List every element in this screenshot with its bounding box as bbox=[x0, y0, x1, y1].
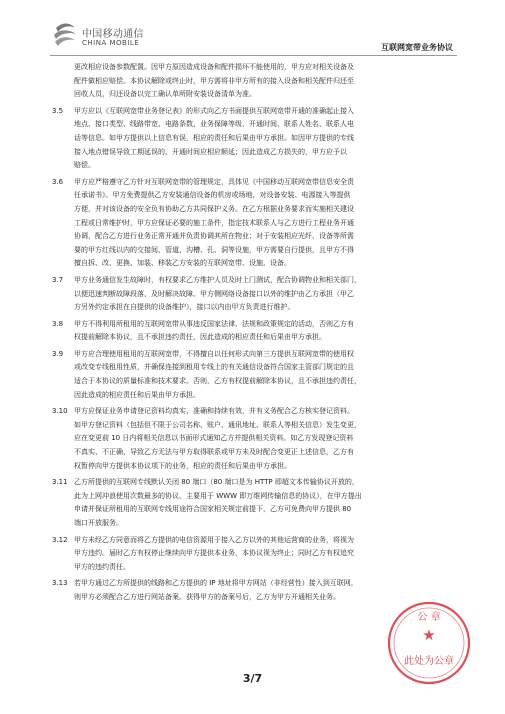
clause-line bbox=[52, 503, 460, 517]
clause-text: 乙方所提供的互联网专线默认关闭 80 端口（80 端口是为 HTTP 即超文本传输协议开放的， bbox=[74, 478, 359, 487]
logo-cn-text: 中国移动通信 bbox=[82, 29, 144, 40]
clause-line bbox=[52, 132, 460, 146]
clause-line bbox=[52, 203, 460, 217]
page-number: 3/7 bbox=[242, 672, 263, 685]
clause-line bbox=[52, 517, 460, 531]
clause-text: 适合于本协议的质量标准和技术要求。否则，乙方有权提前解除本协议，且不承担违约责任， bbox=[74, 377, 361, 386]
clause-text: 协调，配合乙方进行业务正常开通并负责协调其所在物业；对于安装相应光纤、设备等所需 bbox=[74, 232, 354, 241]
clause-text: 更改相应设备参数配置。因甲方原因造成设备和配件损坏不能使用的，甲方应对相关设备及 bbox=[74, 63, 354, 71]
clause-line bbox=[52, 288, 460, 302]
clause-line bbox=[52, 389, 460, 403]
clause-text: 工程或日常维护时，甲方应保证必要的施工条件，指定技术联系人与乙方进行工程业务开通 bbox=[74, 218, 354, 227]
clause-line bbox=[52, 217, 460, 231]
clause-text: 或改变专线租用性质，并确保连接到租用专线上的有关通信设备符合国家主管部门规定的且 bbox=[74, 363, 354, 372]
clause-text: 任承诺书》。甲方免费提供乙方安装通信设备的机房或场地，对设备安装、电源接入等提供 bbox=[74, 191, 351, 200]
clause-text: 此为上网冲浪使用次数最多的协议，主要用于 WWW 即万维网传输信息的协议），在甲方提出 bbox=[74, 491, 362, 500]
clause-line bbox=[52, 75, 460, 89]
clause-3-7 bbox=[52, 274, 460, 315]
china-mobile-emblem-icon bbox=[50, 20, 80, 50]
document-title: 互联网宽带业务协议 bbox=[381, 43, 453, 52]
clause-line bbox=[52, 361, 460, 375]
clause-line bbox=[52, 189, 460, 203]
clause-text: 配件做相应赔偿。本协议解除或终止时，甲方需将非甲方所有的接入设备和相关配件归还至 bbox=[74, 76, 354, 85]
seal-bottom-text: 此处为公章 bbox=[404, 656, 454, 667]
clause-text: 甲方应合理使用租用的互联网宽带，不得擅自以任何形式向第三方提供互联网宽带的使用权 bbox=[74, 349, 354, 358]
china-mobile-logo bbox=[50, 20, 170, 54]
clause-3-8 bbox=[52, 318, 460, 345]
clause-3-11 bbox=[52, 476, 460, 530]
clause-line bbox=[52, 405, 460, 419]
clause-number: 3.10 bbox=[52, 407, 68, 416]
seal-star-icon: ★ bbox=[422, 626, 436, 644]
clause-line bbox=[52, 561, 460, 575]
clause-continuation bbox=[52, 61, 460, 102]
clause-number: 3.5 bbox=[52, 106, 64, 115]
logo-en-text: CHINA MOBILE bbox=[82, 39, 140, 47]
clause-number: 3.9 bbox=[52, 349, 64, 358]
clause-number: 3.12 bbox=[52, 535, 68, 544]
clause-text: 以便迅速判断故障段落，及时解决故障。甲方侧网络设备接口以外的维护由乙方承担（甲乙 bbox=[74, 289, 354, 298]
clause-line bbox=[52, 476, 460, 490]
clause-line bbox=[52, 61, 460, 75]
clause-3-12 bbox=[52, 534, 460, 575]
clause-text: 则甲方必须配合乙方进行网站备案。获得甲方的备案号后，乙方为甲方开通相关业务。 bbox=[74, 592, 340, 601]
clause-text: 权暂停向甲方提供本协议项下的业务，相应的责任和后果由甲方承担。 bbox=[74, 461, 291, 470]
clause-line bbox=[52, 460, 460, 474]
clause-line bbox=[52, 88, 460, 102]
clause-line bbox=[52, 432, 460, 446]
clause-text: 方另外约定承担在自提供的设备维护），接口以内由甲方负责进行维护。 bbox=[74, 303, 295, 312]
clause-text: 甲方未经乙方同意而将乙方提供的电信资源用于接入乙方以外的其他运营商的业务，将视为 bbox=[74, 535, 354, 544]
clause-text: 回收人员，归还设备以完工确认单所附安装设备清单为准。 bbox=[74, 90, 256, 99]
clause-line bbox=[52, 244, 460, 258]
document-body bbox=[52, 61, 460, 608]
clause-text: 话等信息。如甲方提供以上信息有误，相应的责任和后果由甲方承担。如因甲方提供的专线 bbox=[74, 133, 354, 142]
clause-line bbox=[52, 547, 460, 561]
clause-text: 甲方应严格遵守乙方针对互联网宽带的管理规定，具体见《中国移动互联网宽带信息安全责 bbox=[74, 177, 354, 186]
clause-text: 要的甲方红线以内的交接间、管道、沟槽、孔、洞等设施，甲方需要自行提供，且甲方不得 bbox=[74, 245, 354, 254]
clause-line bbox=[52, 490, 460, 504]
clause-line bbox=[52, 318, 460, 332]
clause-number: 3.13 bbox=[52, 579, 68, 588]
clause-line bbox=[52, 274, 460, 288]
clause-text: 甲方违约。届时乙方有权停止继续向甲方提供本业务，本协议视为终止；同时乙方有权追究 bbox=[74, 549, 354, 558]
clause-line bbox=[52, 446, 460, 460]
clause-line bbox=[52, 375, 460, 389]
clause-text: 端口开放服务。 bbox=[74, 519, 123, 527]
clause-line bbox=[52, 534, 460, 548]
clause-text: 若甲方通过乙方所提供的线路和乙方提供的 IP 地址将甲方网站（非经营性）接入到互联网， bbox=[74, 579, 358, 588]
clause-text: 因此造成的相应责任和后果由甲方承担。 bbox=[74, 390, 200, 399]
clause-text: 权提前解除本协议，且不承担违约责任，因此造成的相应责任和后果由甲方承担。 bbox=[74, 333, 326, 342]
clause-line bbox=[52, 118, 460, 132]
clause-3-6 bbox=[52, 176, 460, 271]
clause-line bbox=[52, 301, 460, 315]
clause-line bbox=[52, 230, 460, 244]
clause-number: 3.8 bbox=[52, 319, 64, 328]
seal-stamp-icon bbox=[386, 600, 472, 686]
clause-text: 地点、接口类型、线路带宽、电路条数、业务保障等级、开通时间、联系人姓名、联系人电 bbox=[74, 120, 354, 129]
clause-line bbox=[52, 419, 460, 433]
clause-line bbox=[52, 348, 460, 362]
clause-text: 甲方应以《互联网宽带业务登记表》的形式向乙方书面提供互联网宽带开通的准确起止接入 bbox=[74, 106, 354, 115]
company-seal bbox=[386, 600, 472, 686]
clause-3-9 bbox=[52, 348, 460, 402]
clause-number: 3.6 bbox=[52, 177, 64, 186]
clause-text: 甲方的违约责任。 bbox=[74, 562, 130, 571]
clause-line bbox=[52, 176, 460, 190]
clause-text: 不真实、不正确，导致乙方无法与甲方取得联系或甲方未及时配合变更正上述信息，乙方有 bbox=[74, 448, 354, 457]
clause-line bbox=[52, 257, 460, 271]
header-divider bbox=[50, 55, 457, 56]
clause-text: 应在变更前 10 日内将相关信息以书面形式通知乙方并提供相关资料。如乙方发现登记资料 bbox=[74, 434, 354, 443]
clause-line bbox=[52, 577, 460, 591]
clause-text: 甲方不得利用所租用的互联网宽带从事违反国家法律、法规和政策规定的活动，否则乙方有 bbox=[74, 319, 354, 328]
clause-line bbox=[52, 146, 460, 160]
clause-line bbox=[52, 159, 460, 173]
clause-3-10 bbox=[52, 405, 460, 473]
clause-text: 如甲方登记资料（包括但不限于公司名称、账户、通讯地址、联系人等相关信息）发生变更， bbox=[74, 420, 361, 429]
clause-text: 方便，并对该设备的安全负有协助乙方共同保护义务。在乙方根据业务要求而实施相关建设 bbox=[74, 204, 354, 213]
clause-3-5 bbox=[52, 105, 460, 173]
clause-text: 赔偿。 bbox=[74, 161, 95, 170]
clause-text: 擅自拆、改、更换、加装、移装乙方安装的互联网宽带、设施、设备。 bbox=[74, 259, 291, 268]
clause-line bbox=[52, 105, 460, 119]
clause-number: 3.7 bbox=[52, 275, 64, 284]
clause-text: 甲方业务通信发生故障时，有权要求乙方维护人员及时上门测试，配合协调物业和相关部门， bbox=[74, 275, 361, 284]
clause-text: 申请并保证所租用的互联网专线用途符合国家相关规定前提下，乙方可免费向甲方提供 80 bbox=[74, 505, 352, 514]
clause-line bbox=[52, 331, 460, 345]
clause-number: 3.11 bbox=[52, 478, 68, 487]
seal-top-text: 公 章 bbox=[417, 612, 441, 623]
clause-text: 接入地点错误导致工期延误的，开通时间应相应顺延；因此造成乙方损失的，甲方应予以 bbox=[74, 147, 347, 156]
clause-text: 甲方应保证业务申请登记资料均真实、准确和持续有效，并有义务配合乙方核实登记资料。 bbox=[74, 407, 354, 416]
